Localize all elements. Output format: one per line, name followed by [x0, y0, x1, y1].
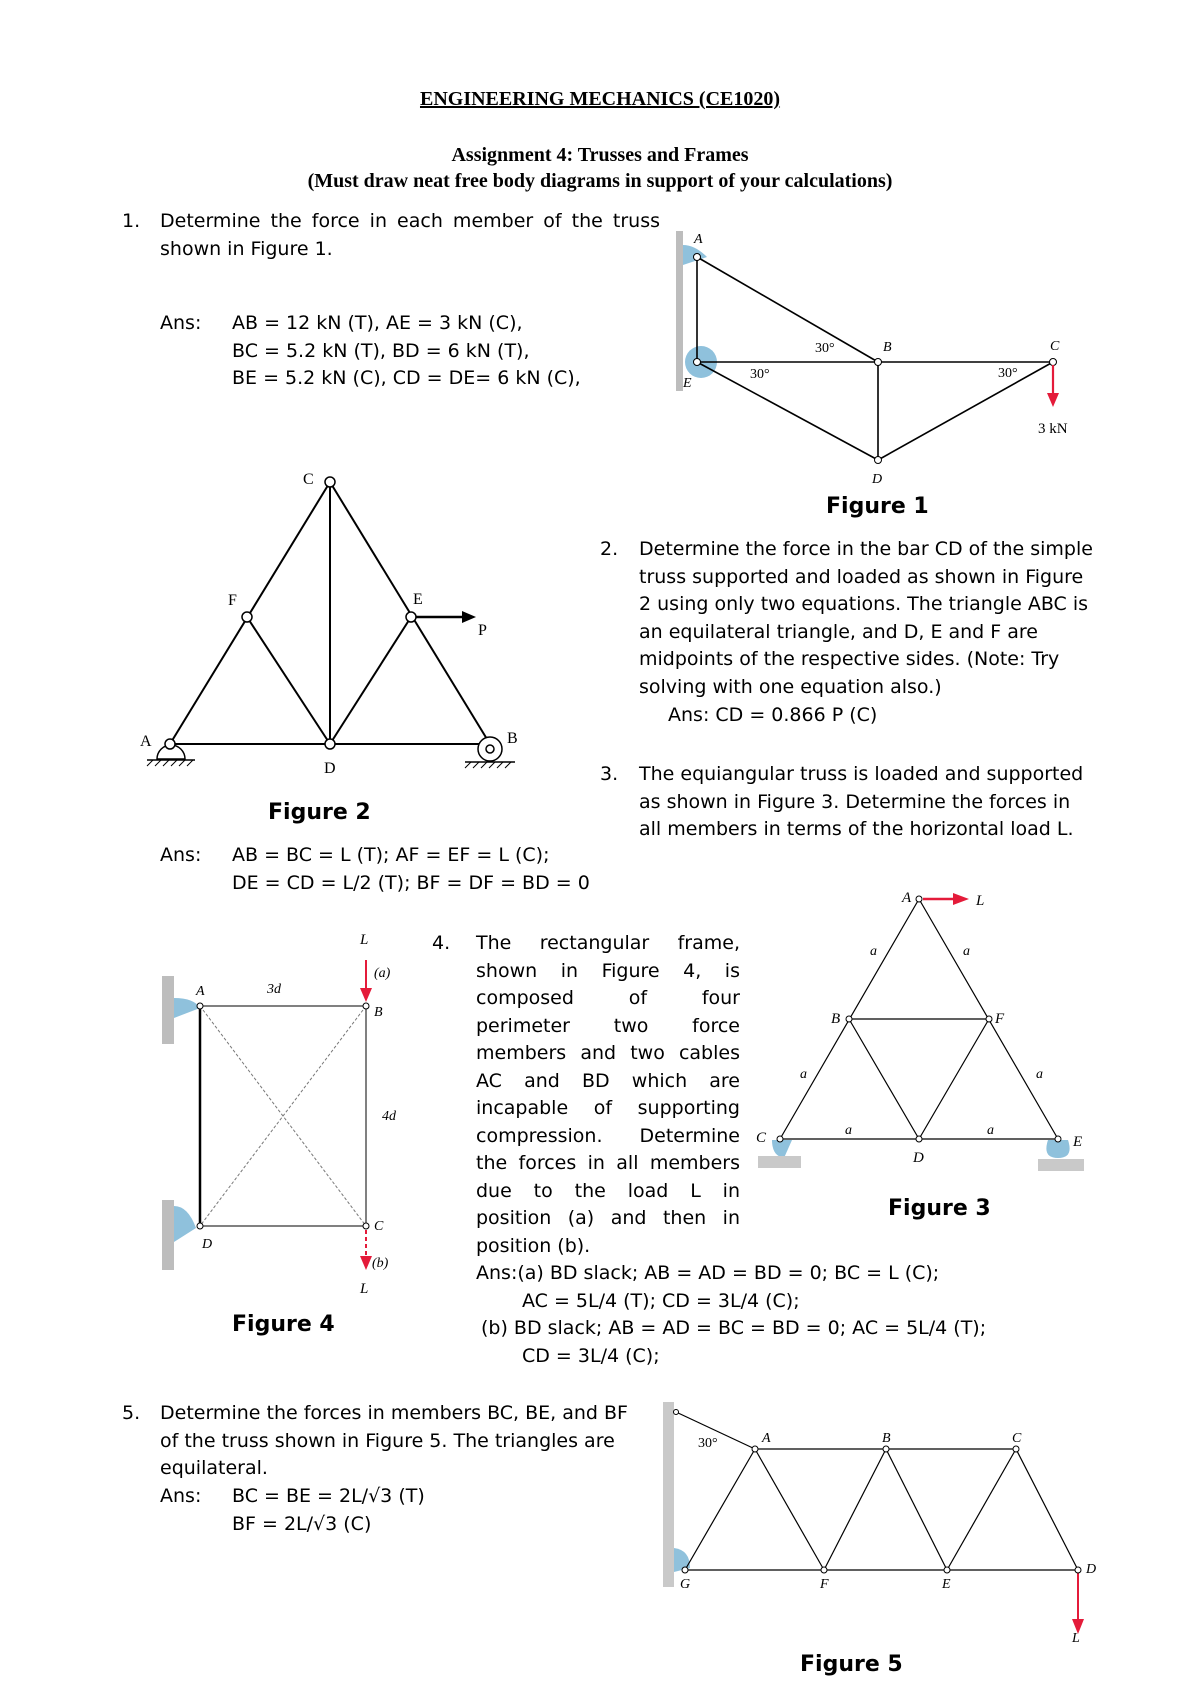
f4-label-3d: 3d — [267, 982, 281, 997]
joint-a — [165, 739, 175, 749]
joint-b — [846, 1016, 852, 1022]
joint-e — [694, 359, 701, 366]
f4-label-c: C — [374, 1219, 384, 1234]
joint-a — [752, 1446, 758, 1452]
member-fd — [919, 1019, 989, 1139]
f1-angle: 30° — [750, 367, 770, 382]
f2-label-p: P — [478, 622, 487, 639]
f5-label-g: G — [680, 1577, 691, 1592]
f5-label-e: E — [942, 1577, 951, 1592]
p4-line: perimeter two force — [476, 1014, 740, 1037]
p5-ans-line: BF = 2L/√3 (C) — [232, 1512, 372, 1535]
ground-e — [1038, 1159, 1084, 1171]
p3-line: as shown in Figure 3. Determine the forces in — [639, 790, 1071, 813]
joint-b — [875, 359, 882, 366]
load-arrowhead — [953, 893, 969, 905]
member-ed — [697, 362, 878, 460]
figure-3-caption: Figure 3 — [888, 1196, 991, 1221]
p5-number: 5. — [122, 1402, 141, 1424]
p4-line: position (a) and then in — [476, 1207, 740, 1229]
member-dc — [878, 362, 1053, 460]
f5-label-d: D — [1086, 1562, 1097, 1577]
f4-label-b: B — [374, 1005, 383, 1020]
f1-label-c: C — [1050, 339, 1060, 354]
p3-line: all members in terms of the horizontal load L. — [639, 818, 1074, 840]
f3-label-e: E — [1073, 1134, 1083, 1150]
member-ed — [330, 617, 411, 744]
f3-label-f: F — [995, 1011, 1005, 1027]
f2-label-d: D — [324, 760, 336, 777]
joint-c — [1013, 1446, 1019, 1452]
member-bd — [849, 1019, 919, 1139]
member-be — [886, 1449, 947, 1570]
f5-label-b: B — [882, 1431, 891, 1446]
joint-c — [1050, 359, 1057, 366]
wall — [663, 1402, 674, 1587]
joint-e — [1055, 1136, 1061, 1142]
f3-label-a-len: a — [1036, 1067, 1043, 1082]
p2-line: Determine the force in the bar CD of the simple — [639, 538, 1093, 560]
p4-line: the forces in all members — [476, 1152, 740, 1174]
wall-a — [162, 976, 174, 1044]
f2-label-c: C — [303, 471, 314, 488]
load-arrowhead-b — [360, 1256, 372, 1270]
f4-label-pb: (b) — [372, 1256, 389, 1271]
p1-ans-line: BC = 5.2 kN (T), BD = 6 kN (T), — [232, 339, 530, 362]
p4-line: members and two cables — [476, 1042, 740, 1064]
f1-angle: 30° — [998, 366, 1018, 381]
joint-d — [916, 1136, 922, 1142]
p4-answers — [476, 1260, 986, 1370]
p5-ans-line: BC = BE = 2L/√3 (T) — [232, 1485, 425, 1507]
joint-wall — [674, 1410, 679, 1415]
p5-line: Determine the forces in members BC, BE, and BF — [160, 1402, 628, 1424]
p2-line: 2 using only two equations. The triangle ABC is — [639, 593, 1089, 615]
joint-e — [944, 1567, 950, 1573]
joint-c — [363, 1223, 369, 1229]
p1-ans-line: BE = 5.2 kN (C), CD = DE= 6 kN (C), — [232, 367, 581, 389]
p1-text: Determine the force in each member of the truss shown in Figure 1. — [160, 210, 660, 260]
p4-ans-line: Ans:(a) BD slack; AB = AD = BD = 0; BC = L (C); — [476, 1262, 940, 1284]
p4-line: due to the load L in — [476, 1179, 740, 1202]
p3-line: The equiangular truss is loaded and supported — [639, 763, 1084, 785]
pin-support-a — [174, 998, 200, 1018]
wall-d — [162, 1200, 174, 1270]
p5-answers — [232, 1483, 425, 1538]
joint-f — [986, 1016, 992, 1022]
p2-text — [639, 536, 1093, 701]
fig2-ans-line: AB = BC = L (T); AF = EF = L (C); — [232, 844, 550, 866]
p5-text — [160, 1400, 628, 1483]
f3-label-a-len: a — [963, 944, 970, 959]
f5-label-c: C — [1012, 1431, 1022, 1446]
joint-c — [777, 1136, 783, 1142]
figure-2-caption: Figure 2 — [268, 800, 371, 825]
member-fd — [247, 617, 330, 744]
joint-a — [694, 254, 701, 261]
f4-label-a: A — [196, 984, 205, 999]
ground-c — [758, 1156, 801, 1168]
p1-ans-line: AB = 12 kN (T), AE = 3 kN (C), — [232, 312, 523, 334]
p4-number: 4. — [432, 932, 451, 954]
f5-label-f: F — [820, 1577, 829, 1592]
member-ab — [697, 257, 878, 362]
p4-ans-line: AC = 5L/4 (T); CD = 3L/4 (C); — [522, 1289, 800, 1312]
joint-b — [486, 745, 494, 753]
figure-5-caption: Figure 5 — [800, 1652, 903, 1677]
f3-label-b: B — [831, 1011, 841, 1027]
f5-label-a: A — [762, 1431, 771, 1446]
p2-number: 2. — [600, 538, 619, 560]
f4-label-pa: (a) — [374, 966, 391, 981]
f3-label-d: D — [913, 1150, 924, 1166]
f1-label-d: D — [872, 472, 883, 487]
p1-number: 1. — [122, 210, 141, 232]
fig2-ans-label: Ans: — [160, 844, 202, 866]
member-af — [755, 1449, 824, 1570]
joint-f — [242, 612, 252, 622]
p2-answer: Ans: CD = 0.866 P (C) — [668, 704, 878, 726]
p2-line: solving with one equation also.) — [639, 675, 942, 698]
support-e — [1046, 1140, 1069, 1158]
f3-label-a-len: a — [987, 1123, 994, 1138]
member-ga — [685, 1449, 755, 1570]
p4-line: incapable of supporting — [476, 1097, 740, 1119]
figure-2-diagram — [140, 462, 540, 782]
load-arrowhead — [1047, 393, 1059, 407]
joint-g — [682, 1567, 688, 1573]
member-ec — [947, 1449, 1016, 1570]
f4-label-d: D — [202, 1237, 213, 1252]
f3-label-a: A — [902, 890, 912, 906]
f5-label-l: L — [1072, 1631, 1080, 1643]
joint-e — [406, 612, 416, 622]
joint-c — [325, 477, 335, 487]
f4-label-4d: 4d — [382, 1109, 396, 1124]
member-cd — [1016, 1449, 1078, 1570]
p2-line: midpoints of the respective sides. (Note: Try — [639, 648, 1060, 670]
p4-line: shown in Figure 4, is — [476, 959, 740, 982]
p5-line: equilateral. — [160, 1457, 268, 1479]
joint-a — [916, 896, 922, 902]
p4-line: composed of four — [476, 987, 740, 1009]
joint-f — [821, 1567, 827, 1573]
figure-1-diagram — [670, 225, 1110, 495]
fig2-ans-line: DE = CD = L/2 (T); BF = DF = BD = 0 — [232, 871, 590, 894]
f3-label-c: C — [756, 1130, 767, 1146]
joint-b — [363, 1003, 369, 1009]
figure-4-caption: Figure 4 — [232, 1312, 335, 1337]
f5-angle: 30° — [698, 1436, 718, 1451]
wall — [676, 231, 683, 391]
figure-4-diagram — [150, 922, 450, 1302]
hatch-b — [465, 762, 511, 768]
hatch-a — [147, 760, 193, 766]
p4-ans-line: (b) BD slack; AB = AD = BC = BD = 0; AC = 5L/4 (T); — [481, 1317, 987, 1339]
f3-label-a-len: a — [870, 944, 877, 959]
figure-5-diagram — [660, 1398, 1100, 1643]
joint-d — [197, 1223, 203, 1229]
f2-label-e: E — [413, 591, 423, 608]
assignment-note: (Must draw neat free body diagrams in support of your calculations) — [307, 170, 893, 192]
f3-label-a-len: a — [800, 1067, 807, 1082]
p2-line: truss supported and loaded as shown in Figure — [639, 565, 1084, 588]
f1-load-label: 3 kN — [1038, 421, 1068, 437]
p4-text — [476, 930, 740, 1260]
joint-b — [883, 1446, 889, 1452]
pin-support-d — [174, 1206, 196, 1242]
f1-angle: 30° — [815, 341, 835, 356]
f2-label-f: F — [228, 592, 237, 609]
f2-label-b: B — [507, 730, 518, 747]
f3-label-a-len: a — [845, 1123, 852, 1138]
joint-d — [1075, 1567, 1081, 1573]
p2-line: an equilateral triangle, and D, E and F are — [639, 620, 1038, 643]
fig2-answers — [232, 842, 590, 897]
figure-1-caption: Figure 1 — [826, 494, 929, 519]
assignment-title: Assignment 4: Trusses and Frames — [451, 144, 749, 166]
course-title: ENGINEERING MECHANICS (CE1020) — [419, 88, 781, 110]
f1-label-b: B — [883, 340, 892, 355]
p4-line: AC and BD which are — [476, 1069, 740, 1092]
f1-label-a: A — [694, 232, 703, 247]
p4-line: The rectangular frame, — [476, 932, 740, 954]
f2-label-a: A — [140, 733, 152, 750]
p4-ans-line: CD = 3L/4 (C); — [522, 1344, 660, 1367]
p3-text — [639, 761, 1083, 844]
p3-number: 3. — [600, 763, 619, 785]
load-arrowhead — [462, 611, 476, 623]
f1-label-e: E — [683, 376, 692, 391]
p5-line: of the truss shown in Figure 5. The triangles are — [160, 1429, 615, 1452]
joint-d — [875, 457, 882, 464]
p5-ans-label: Ans: — [160, 1485, 202, 1507]
p1-ans-label: Ans: — [160, 312, 202, 334]
joint-a — [197, 1003, 203, 1009]
load-arrowhead-a — [360, 988, 372, 1002]
p1-answers — [232, 310, 581, 393]
figure-3-diagram — [748, 884, 1098, 1174]
joint-d — [325, 739, 335, 749]
member-fb — [824, 1449, 886, 1570]
p4-line: position (b). — [476, 1234, 591, 1257]
f4-label-l: L — [360, 1281, 369, 1297]
f3-label-l: L — [976, 893, 985, 909]
f4-label-l: L — [360, 932, 369, 948]
p4-line: compression. Determine — [476, 1124, 740, 1147]
support-c — [772, 1140, 792, 1158]
